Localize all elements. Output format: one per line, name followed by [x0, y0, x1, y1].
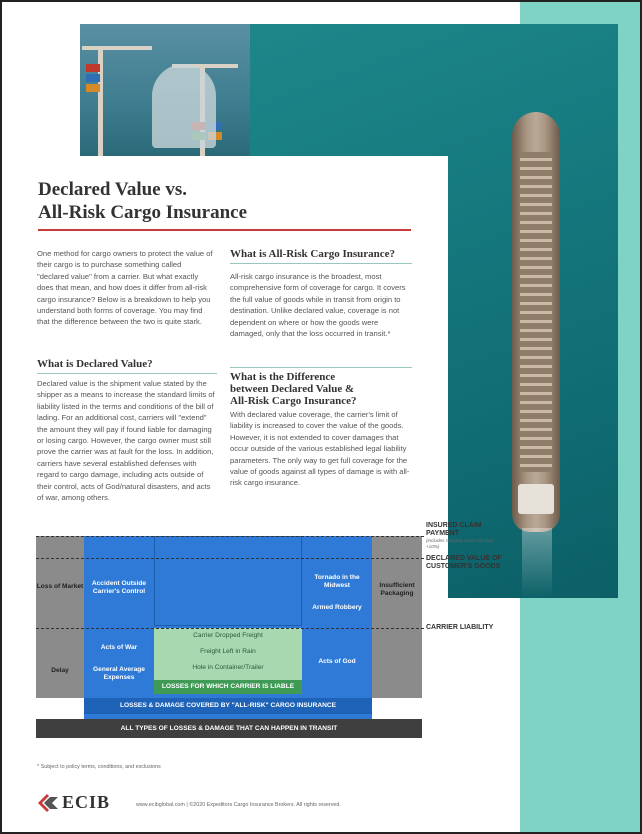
difference-heading-line-3: All-Risk Cargo Insurance? [230, 395, 357, 407]
container [86, 74, 100, 82]
page-title [38, 178, 247, 224]
declared-blue-inner [154, 536, 302, 626]
tornado-in-midwest: Tornado in the Midwest [314, 574, 360, 589]
ship-hull [152, 64, 216, 148]
declared-value-line [36, 558, 424, 559]
tanker-deck [520, 152, 552, 472]
acts-of-god: Acts of God [318, 658, 356, 665]
crane-arm [82, 46, 152, 50]
difference-heading-line-1: What is the Difference [230, 371, 336, 383]
insured-claim-subtext: (includes shipping costs and duty +10%) [426, 538, 494, 549]
heading-rule [230, 263, 412, 264]
insufficient-packaging: Insufficient Packaging [379, 582, 415, 597]
insured-claim-text: INSURED CLAIM PAYMENT [426, 522, 482, 537]
carrier-dropped-freight: Carrier Dropped Freight [193, 632, 263, 639]
all-risk-body: All-risk cargo insurance is the broadest, most comprehensive form of coverage for cargo. It covers the full value of goods while in transit from origin to destination. Unlike declared value, coverage is not dependent on where or how the goods were damaged, only that the loss occurred in transit.* [230, 272, 406, 339]
insured-claim-label [426, 522, 506, 550]
container [86, 64, 100, 72]
title-line-1: Declared Value vs. [38, 179, 188, 200]
title-underline [38, 229, 411, 231]
difference-heading-line-2: between Declared Value & [230, 383, 355, 395]
acts-of-war: Acts of War [100, 644, 138, 651]
crane-leg [98, 46, 103, 156]
armed-robbery: Armed Robbery [312, 604, 362, 611]
right-gray-column [372, 536, 422, 698]
loss-of-market: Loss of Market [36, 583, 84, 590]
accident-outside-control: Accident Outside Carrier's Control [91, 580, 147, 595]
difference-body: With declared value coverage, the carrier's limit of liability is increased to cover the value of the goods. However, it is not extended to cover damages that occur outside of the various established legal liability parameters. The only way to get full coverage for the value of goods against all types of damage is with all-risk cargo insurance. [230, 410, 410, 488]
delay: Delay [51, 667, 69, 674]
intro-paragraph: One method for cargo owners to protect the value of their cargo is to purchase something called "declared value" from a carrier. But what exactly does that mean, and how does it differ from all-risk cargo insurance? Below is a breakdown to help you understand both forms of coverage. You may find that the difference between the two is quite stark. [37, 249, 213, 327]
carrier-liable-label: LOSSES FOR WHICH CARRIER IS LIABLE [161, 683, 295, 690]
freight-left-in-rain: Freight Left in Rain [200, 648, 256, 655]
footnote: * Subject to policy terms, conditions, and exclusions [37, 764, 161, 770]
all-risk-coverage-bar: LOSSES & DAMAGE COVERED BY "ALL-RISK" CARGO INSURANCE [84, 698, 372, 714]
heading-rule [230, 367, 412, 368]
title-line-2: All-Risk Cargo Insurance [38, 202, 248, 223]
heading-rule [37, 373, 217, 374]
ship-wake [522, 528, 552, 598]
insured-claim-line [36, 536, 424, 537]
ecib-logo [38, 792, 110, 813]
footer-credit: www.ecibglobal.com | ©2020 Expeditors Cargo Insurance Brokers. All rights reserved. [136, 802, 341, 808]
declared-value-heading: What is Declared Value? [37, 358, 153, 370]
declared-value-body: Declared value is the shipment value stated by the shipper as a means to increase the standard limits of liability listed in the terms and conditions of the bill of lading. For an additional cost, carriers will "extend" the amount they will pay if found liable for damaging or losing cargo. However, the cargo owner must still prove the carrier was at fault for the loss. In addition, carriers have several established defenses with regard to cargo damage, including acts outside of their control, acts of God/natural disasters, and acts of war, among others. [37, 379, 215, 503]
all-risk-heading: What is All-Risk Cargo Insurance? [230, 248, 396, 260]
declared-value-label: DECLARED VALUE OF CUSTOMER'S GOODS [426, 555, 502, 570]
container [86, 84, 100, 92]
general-average-expenses: General Average Expenses [93, 666, 145, 681]
all-losses-bar: ALL TYPES OF LOSSES & DAMAGE THAT CAN HAPPEN IN TRANSIT [36, 719, 422, 738]
hole-in-container: Hole in Container/Trailer [192, 664, 264, 671]
carrier-liability-line [36, 628, 424, 629]
ecib-logo-icon [38, 794, 58, 812]
carrier-liability-label: CARRIER LIABILITY [426, 624, 494, 631]
tanker-ship [512, 112, 560, 532]
brand-name: ECIB [62, 792, 111, 812]
difference-heading [230, 371, 412, 407]
tanker-bridge [518, 484, 554, 514]
coverage-diagram [36, 532, 422, 740]
